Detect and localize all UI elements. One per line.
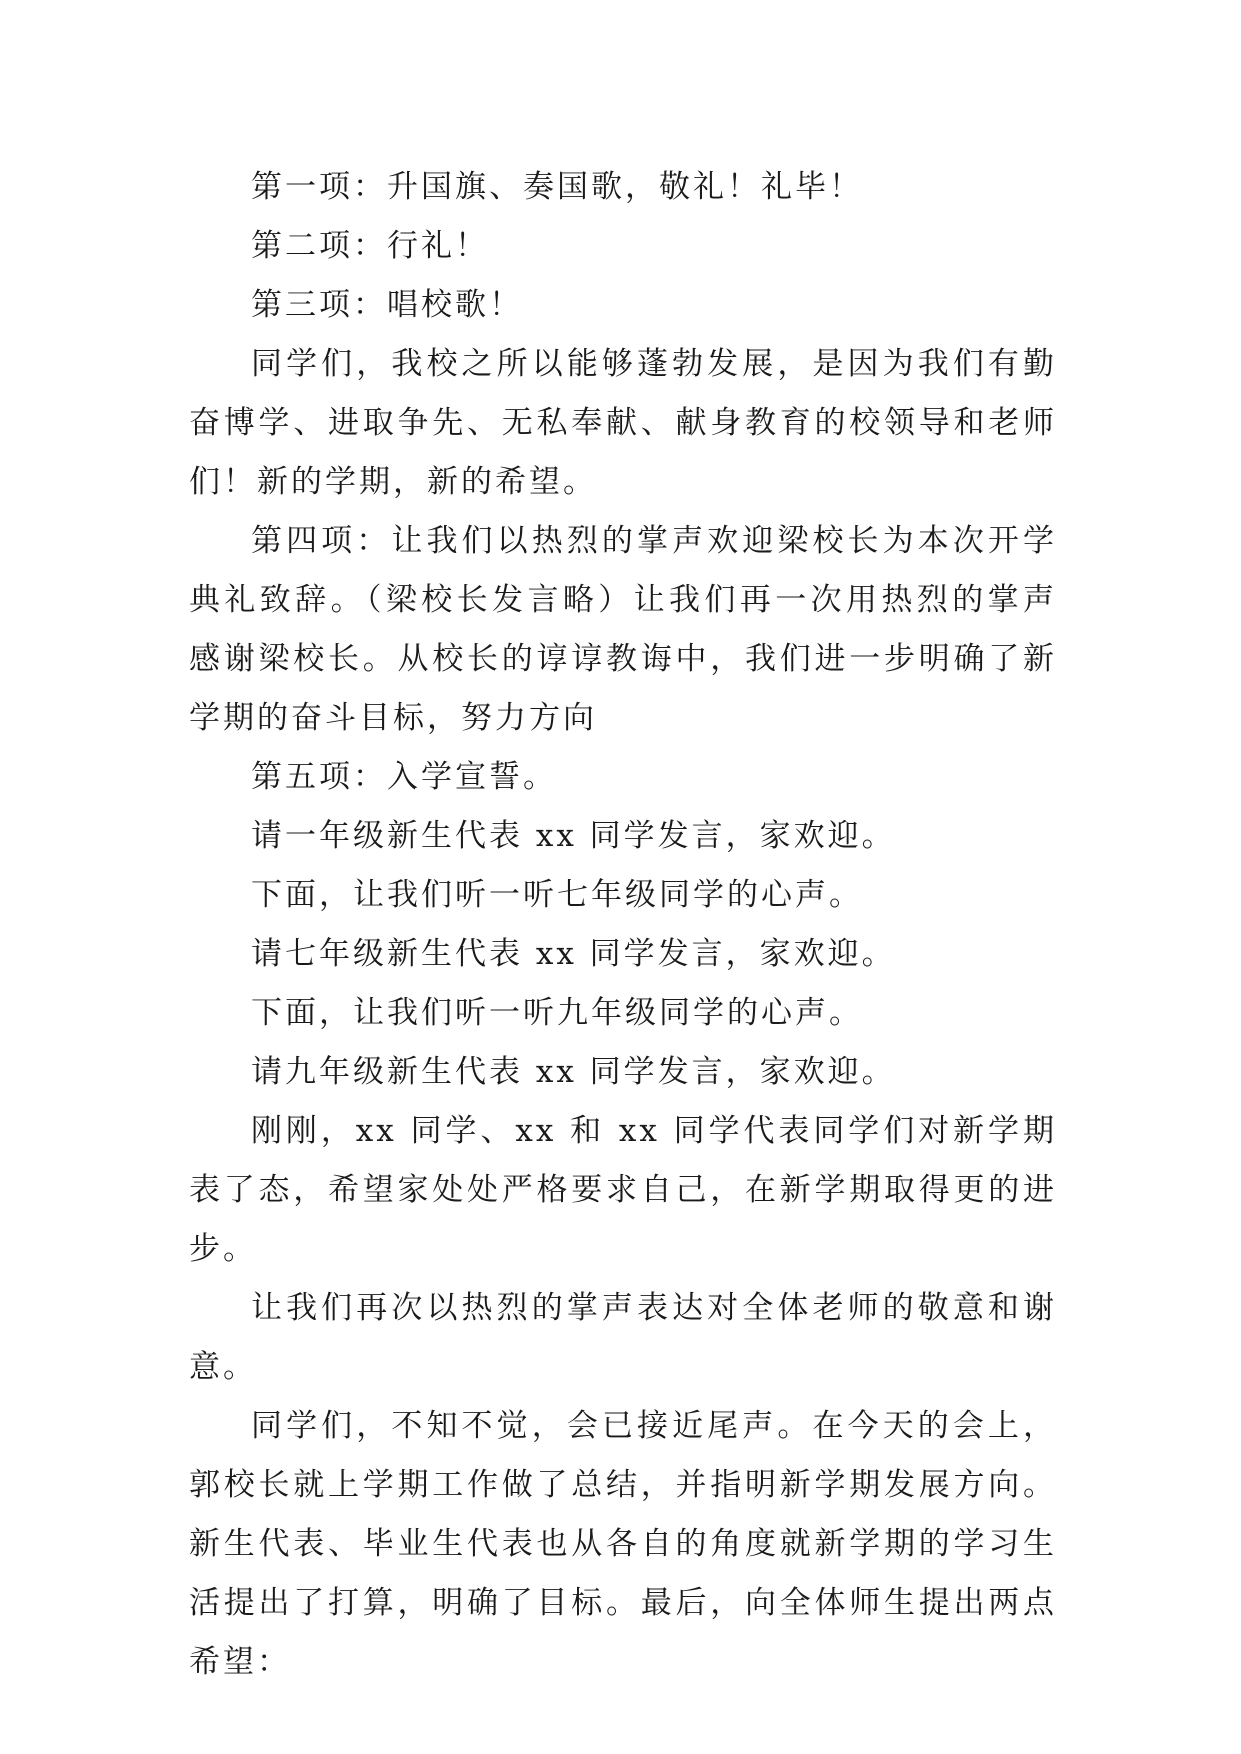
paragraph-item-11: 请九年级新生代表 xx 同学发言，家欢迎。 [251, 1054, 896, 1090]
paragraph-item-5: 第四项：让我们以热烈的掌声欢迎梁校长为本次开学典礼致辞。（梁校长发言略）让我们再一次用热烈的掌声感谢梁校长。从校长的谆谆教诲中，我们进一步明确了新学期的奋斗目标，努力方向 [189, 523, 1057, 736]
paragraph-item-1: 第一项：升国旗、奏国歌，敬礼！礼毕！ [251, 169, 863, 205]
paragraph-item-10: 下面，让我们听一听九年级同学的心声。 [251, 995, 863, 1031]
paragraph-item-9: 请七年级新生代表 xx 同学发言，家欢迎。 [251, 936, 896, 972]
paragraph-item-3: 第三项：唱校歌！ [251, 287, 523, 323]
paragraph-item-8: 下面，让我们听一听七年级同学的心声。 [251, 877, 863, 913]
paragraph-item-7: 请一年级新生代表 xx 同学发言，家欢迎。 [251, 818, 896, 854]
paragraph-item-12: 刚刚，xx 同学、xx 和 xx 同学代表同学们对新学期表了态，希望家处处严格要求自己，在新学期取得更的进步。 [189, 1113, 1057, 1267]
paragraph-item-6: 第五项：入学宣誓。 [251, 759, 557, 795]
paragraph-item-14: 同学们，不知不觉，会已接近尾声。在今天的会上，郭校长就上学期工作做了总结，并指明新学期发展方向。新生代表、毕业生代表也从各自的角度就新学期的学习生活提出了打算，明确了目标。最后，向全体师生提出两点希望： [189, 1408, 1057, 1680]
paragraph-item-13: 让我们再次以热烈的掌声表达对全体老师的敬意和谢意。 [189, 1290, 1057, 1385]
document-body [189, 158, 1057, 1692]
paragraph-item-4: 同学们，我校之所以能够蓬勃发展，是因为我们有勤奋博学、进取争先、无私奉献、献身教育的校领导和老师们！新的学期，新的希望。 [189, 346, 1057, 500]
paragraph-item-2: 第二项：行礼！ [251, 228, 489, 264]
